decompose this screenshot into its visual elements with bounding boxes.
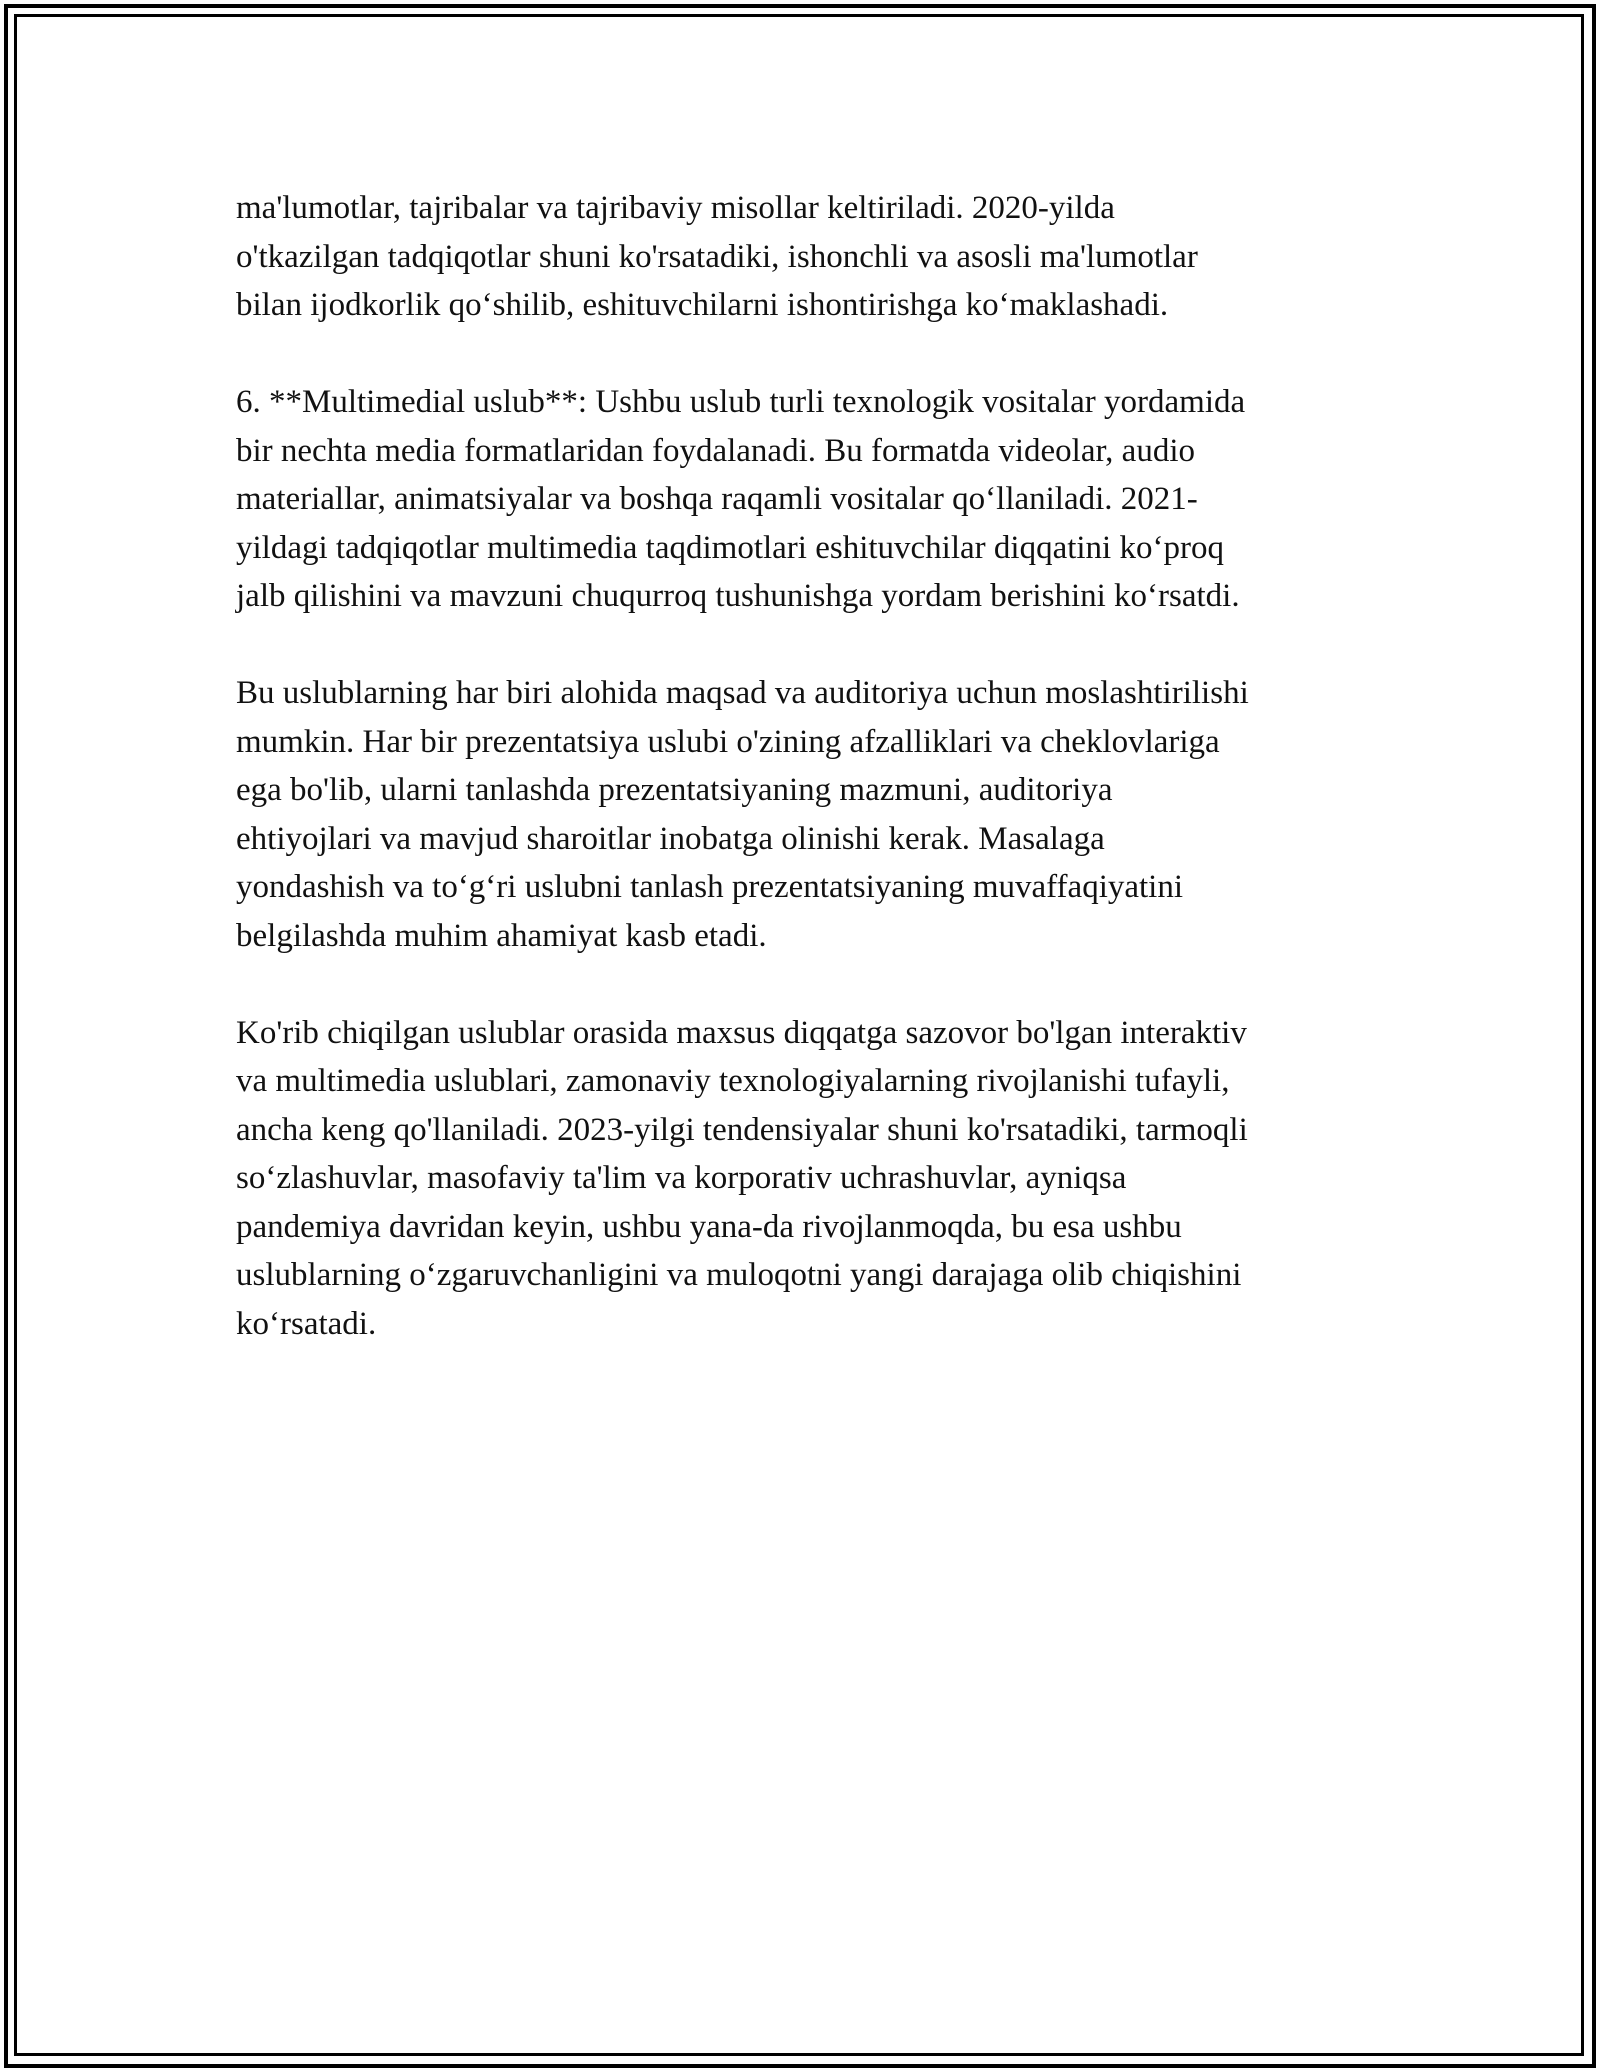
text-line: Ko'rib chiqilgan uslublar orasida maxsus diqqatga sazovor bo'lgan interaktiv	[236, 1014, 1247, 1051]
text-line: yondashish va to‘g‘ri uslubni tanlash prezentatsiyaning muvaffaqiyatini	[236, 869, 1184, 905]
text-line: bilan ijodkorlik qo‘shilib, eshituvchilarni ishontirishga ko‘maklashadi.	[236, 287, 1169, 323]
text-line: ma'lumotlar, tajribalar va tajribaviy misollar keltiriladi. 2020-yilda	[236, 190, 1115, 226]
text-line: va multimedia uslublari, zamonaviy texnologiyalarning rivojlanishi tufayli,	[236, 1063, 1230, 1099]
text-line: bir nechta media formatlaridan foydalanadi. Bu formatda videolar, audio	[236, 432, 1195, 469]
text-line: Bu uslublarning har biri alohida maqsad va auditoriya uchun moslashtirilishi	[236, 675, 1249, 711]
text-line: jalb qilishini va mavzuni chuqurroq tushunishga yordam berishini ko‘rsatdi.	[236, 578, 1240, 614]
paragraph-3	[236, 669, 1376, 960]
text-line: so‘zlashuvlar, masofaviy ta'lim va korporativ uchrashuvlar, ayniqsa	[236, 1160, 1127, 1196]
text-line: ancha keng qo'llaniladi. 2023-yilgi tendensiyalar shuni ko'rsatadiki, tarmoqli	[236, 1111, 1248, 1148]
text-line: ehtiyojlari va mavjud sharoitlar inobatga olinishi kerak. Masalaga	[236, 820, 1105, 857]
text-line: ega bo'lib, ularni tanlashda prezentatsiyaning mazmuni, auditoriya	[236, 772, 1113, 808]
text-line: materiallar, animatsiyalar va boshqa raqamli vositalar qo‘llaniladi. 2021-	[236, 481, 1198, 517]
paragraph-4	[236, 1009, 1376, 1349]
text-line: mumkin. Har bir prezentatsiya uslubi o'zining afzalliklari va cheklovlariga	[236, 723, 1220, 760]
text-line: 6. **Multimedial uslub**: Ushbu uslub turli texnologik vositalar yordamida	[236, 384, 1246, 420]
paragraph-1	[236, 184, 1376, 330]
text-line: yildagi tadqiqotlar multimedia taqdimotlari eshituvchilar diqqatini ko‘proq	[236, 529, 1224, 566]
text-line: uslublarning o‘zgaruvchanligini va muloqotni yangi darajaga olib chiqishini	[236, 1257, 1242, 1293]
document-body	[236, 184, 1376, 1397]
text-line: pandemiya davridan keyin, ushbu yana-da rivojlanmoqda, bu esa ushbu	[236, 1208, 1182, 1245]
paragraph-2	[236, 378, 1376, 621]
text-line: belgilashda muhim ahamiyat kasb etadi.	[236, 917, 767, 954]
text-line: o'tkazilgan tadqiqotlar shuni ko'rsatadiki, ishonchli va asosli ma'lumotlar	[236, 238, 1198, 275]
text-line: ko‘rsatadi.	[236, 1305, 377, 1342]
